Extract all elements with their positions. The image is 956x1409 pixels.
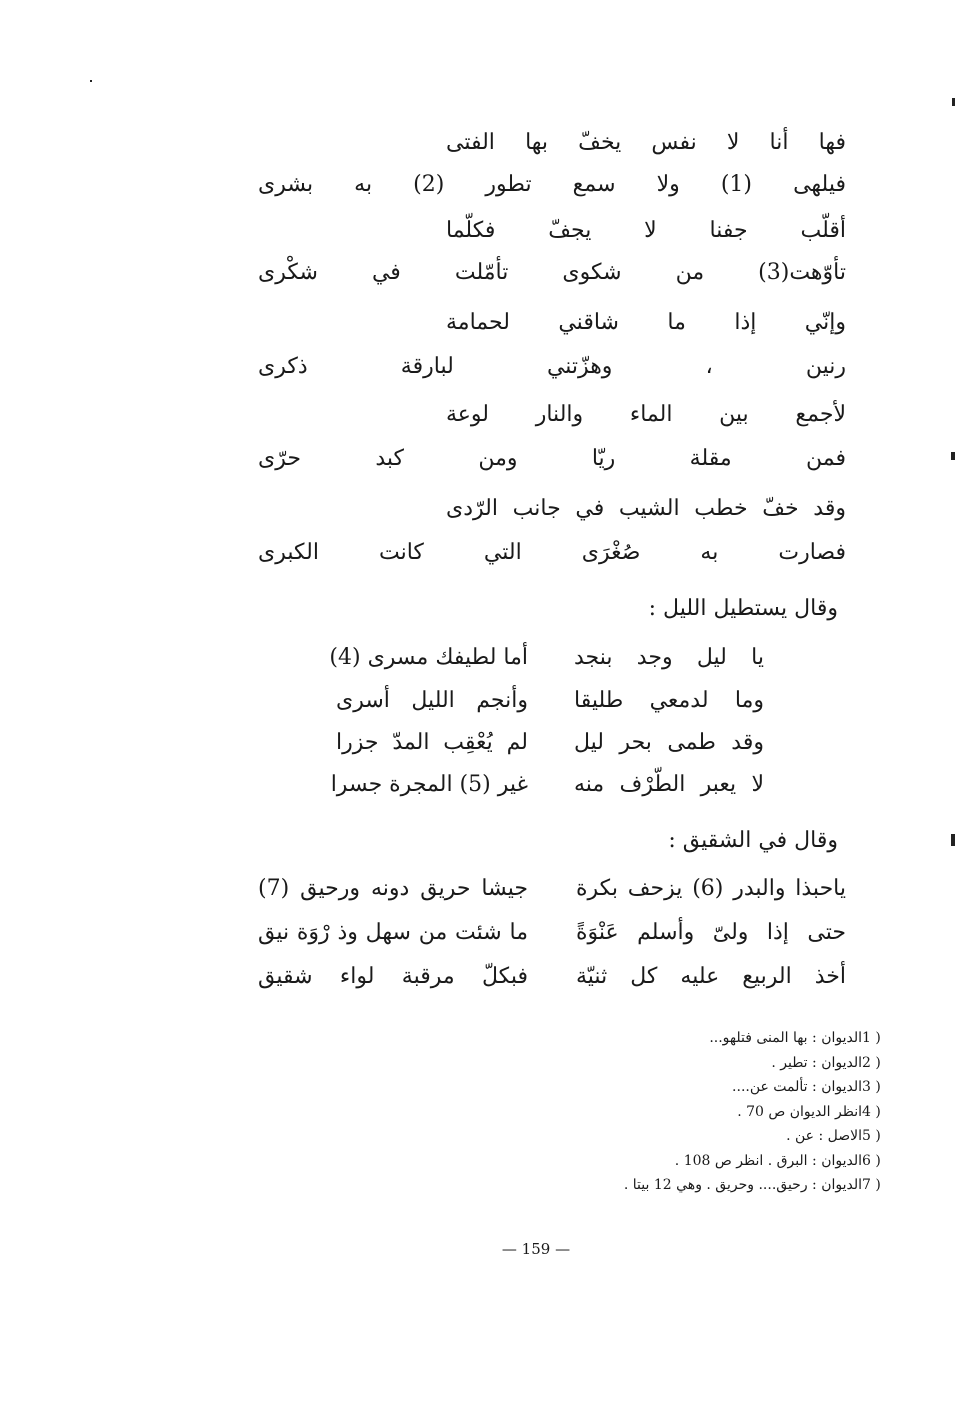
footnote-number: 1 ) <box>862 1030 881 1046</box>
verse-line: فصارت به صُغْرَى التي كانت الكبرى <box>258 540 846 565</box>
footnote <box>624 1100 888 1125</box>
verse-line: تأوّهت(3) من شكوى تأمّلت في شكْرى <box>258 260 846 285</box>
footnote-number: 5 ) <box>862 1128 881 1144</box>
footnote-number: 4 ) <box>862 1103 881 1120</box>
footnote-text: الديوان : تطير . <box>771 1054 862 1071</box>
footnote-text: انظر الديوان ص 70 . <box>737 1103 862 1120</box>
verse-first-half: حتى إذا ولىّ وأسلم عَنْوَةً <box>576 920 846 945</box>
section-heading: وقال يستطيل الليل : <box>648 596 838 621</box>
verse-line: رنين ، وهزّتني لبارقة ذكرى <box>258 354 846 379</box>
footnote-number: 6 ) <box>862 1152 881 1169</box>
verse-first-half: يا ليل وجد بنجد <box>574 645 764 670</box>
verse-first-half: أخذ الربيع عليه كل ثنيّة <box>576 964 846 989</box>
verse-line: وقد خفّ خطب الشيب في جانب الرّدى <box>446 496 846 521</box>
verse-line: أقلّب جفنا لا يجفّ فكلّما <box>446 218 846 243</box>
footnote-text: الديوان : رحيق.... وحريق . وهي 12 بيتا . <box>623 1177 862 1193</box>
footnote <box>624 1149 888 1174</box>
footnote <box>624 1051 888 1076</box>
footnotes <box>624 1026 888 1198</box>
footnote <box>624 1026 888 1051</box>
verse-second-half: جيشا حريق دونه ورحيق (7) <box>258 876 528 901</box>
verse-line: فيلهى (1) ولا سمع تطور (2) به بشرى <box>258 172 846 197</box>
verse-second-half: فبكلّ مرقبة لواء شقيق <box>258 964 528 989</box>
footnote-text: الديوان : البرق . انظر ص 108 . <box>674 1152 862 1169</box>
verse-second-half: ما شئت من سهل وذ رْوَة نيق <box>258 920 528 945</box>
footnote <box>624 1173 888 1198</box>
footnote-text: الديوان : بها المنى فتلهو... <box>709 1030 862 1046</box>
scan-edge-mark <box>951 452 955 460</box>
footnote-text: الاصل : عن . <box>786 1128 862 1144</box>
verse-first-half: ياحبذا والبدر (6) يزحف بكرة <box>576 876 846 901</box>
verse-first-half: وما لدمعي طليقا <box>574 688 764 713</box>
verse-second-half: وأنجم الليل أسرى <box>336 688 528 713</box>
verse-first-half: لا يعبر الطّرْف منه <box>574 772 764 797</box>
verse-line: فمن مقلة ريّا ومن كبد حرّى <box>258 446 846 471</box>
section-heading: وقال في الشقيق : <box>668 828 838 853</box>
verse-first-half: وقد طمى بحر ليل <box>574 730 764 755</box>
scan-edge-mark <box>951 834 955 846</box>
footnote-text: الديوان : تألمت عن.... <box>732 1079 862 1095</box>
verse-line: فها أنا لا نفس يخفّ بها الفتى <box>446 130 846 155</box>
scan-edge-mark <box>952 98 955 106</box>
verse-second-half: غير (5) المجرة جسرا <box>330 772 528 797</box>
verse-line: وإنّي إذا ما شاقني لحمامة <box>446 310 846 335</box>
verse-second-half: أما لطيفك مسرى (4) <box>329 645 528 670</box>
footnote <box>624 1075 888 1100</box>
page-number: — 159 — <box>501 1240 571 1258</box>
verse-second-half: لم يُعْقِب المدّ جزرا <box>336 730 528 755</box>
verse-line: لأجمع بين الماء والنار لوعة <box>446 402 846 427</box>
footnote-number: 7 ) <box>862 1177 881 1193</box>
footnote <box>624 1124 888 1149</box>
footnote-number: 2 ) <box>862 1054 881 1071</box>
footnote-number: 3 ) <box>862 1079 881 1095</box>
scan-speck <box>90 80 92 82</box>
